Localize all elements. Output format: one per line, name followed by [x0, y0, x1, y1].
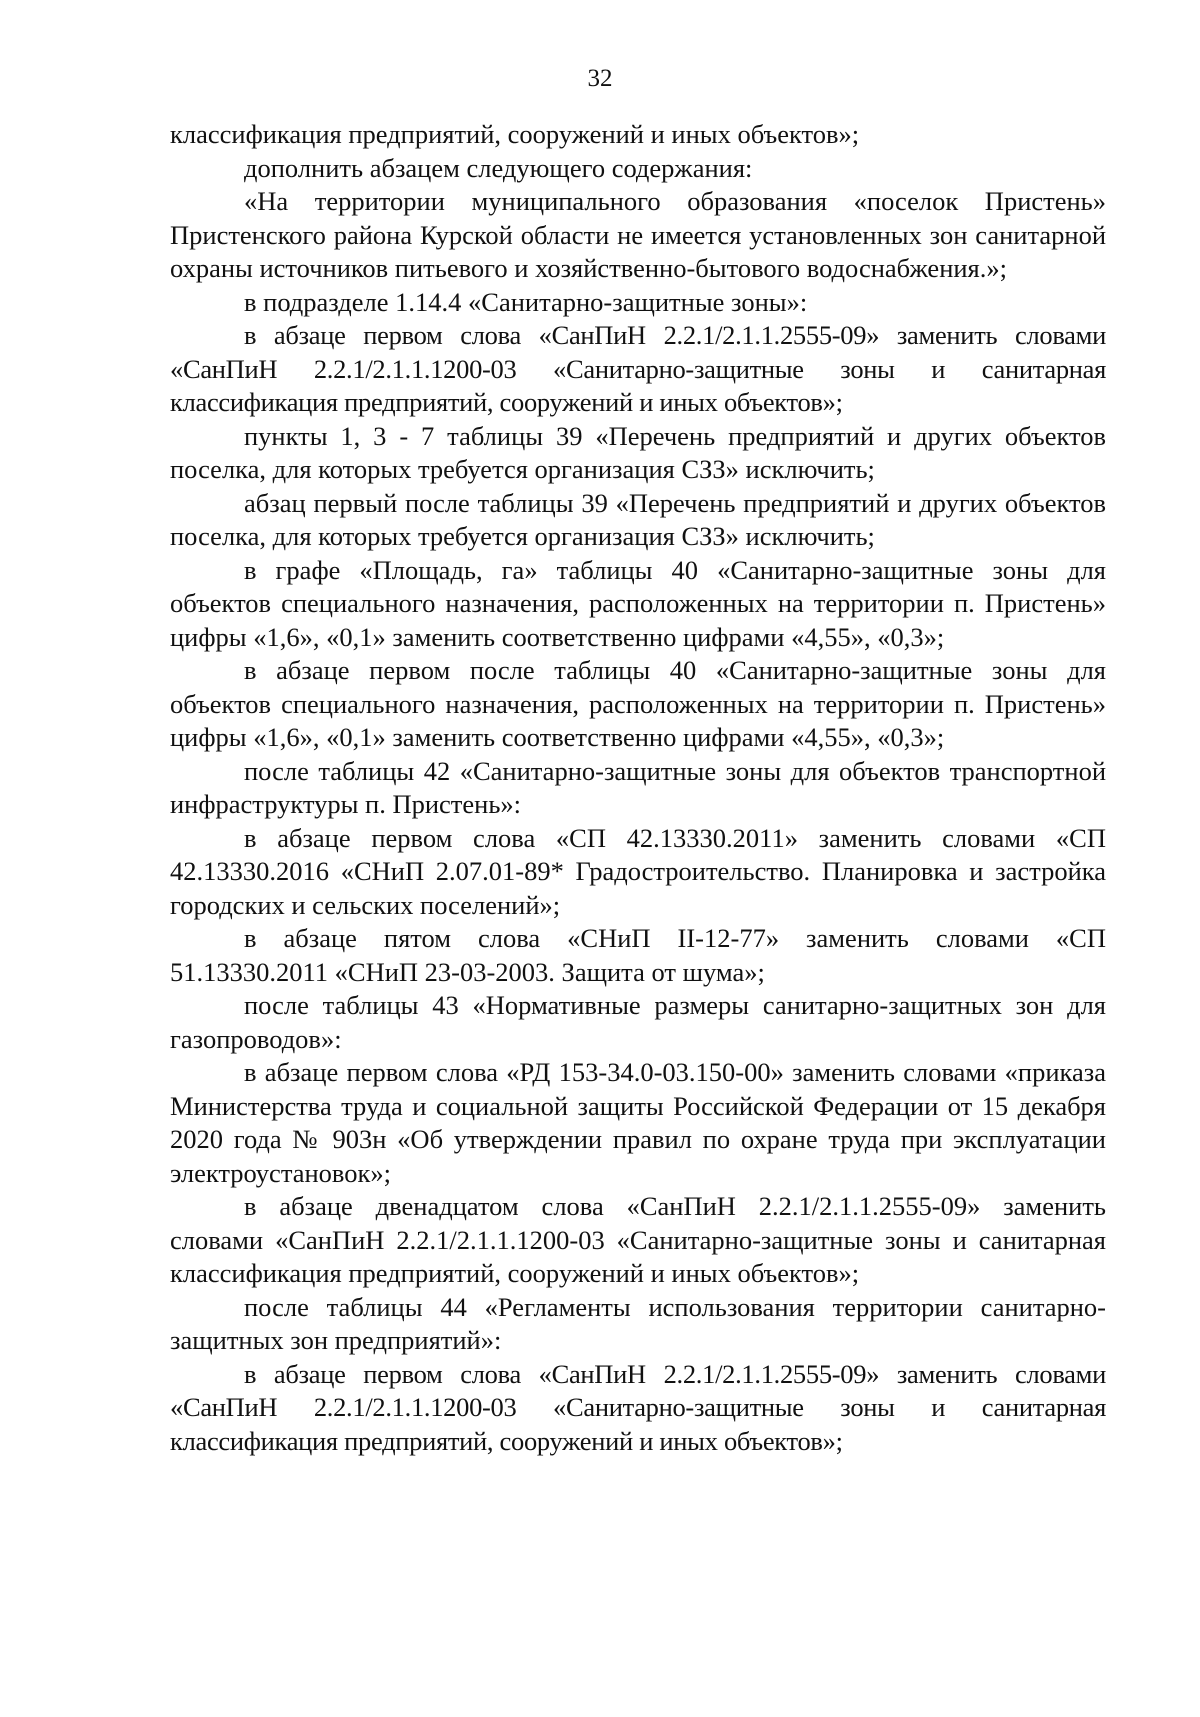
paragraph: пункты 1, 3 - 7 таблицы 39 «Перечень предприятий и других объектов поселка, для которых требуется организация СЗЗ» исключить;	[170, 420, 1106, 484]
paragraph: в абзаце первом слова «РД 153-34.0-03.150-00» заменить словами «приказа Министерства труда и социальной защиты Российской Федерации от 15 декабря 2020 года № 903н «Об утверждении правил по охране труда при эксплуатации электроустановок»;	[170, 1057, 1106, 1188]
page-number: 32	[587, 65, 613, 92]
paragraph: в абзаце первом слова «СанПиН 2.2.1/2.1.1.2555-09» заменить словами «СанПиН 2.2.1/2.1.1.1200-03 «Санитарно-защитные зоны и санитарная классификация предприятий, сооружений и иных объектов»;	[170, 320, 1106, 417]
paragraph: после таблицы 44 «Регламенты использования территории санитарно-защитных зон предприятий»:	[170, 1291, 1106, 1355]
document-body	[170, 118, 1106, 1458]
paragraph: в подразделе 1.14.4 «Санитарно-защитные зоны»:	[244, 286, 808, 317]
paragraph: в абзаце первом слова «СП 42.13330.2011» заменить словами «СП 42.13330.2016 «СНиП 2.07.01-89* Градостроительство. Планировка и застройка городских и сельских поселений»;	[170, 822, 1106, 920]
paragraph: в абзаце двенадцатом слова «СанПиН 2.2.1/2.1.1.2555-09» заменить словами «СанПиН 2.2.1/2.1.1.1200-03 «Санитарно-защитные зоны и санитарная классификация предприятий, сооружений и иных объектов»;	[170, 1191, 1106, 1288]
paragraph: дополнить абзацем следующего содержания:	[244, 152, 753, 183]
paragraph: в абзаце первом слова «СанПиН 2.2.1/2.1.1.2555-09» заменить словами «СанПиН 2.2.1/2.1.1.1200-03 «Санитарно-защитные зоны и санитарная классификация предприятий, сооружений и иных объектов»;	[170, 1358, 1106, 1456]
paragraph: после таблицы 43 «Нормативные размеры санитарно-защитных зон для газопроводов»:	[170, 990, 1106, 1054]
paragraph: абзац первый после таблицы 39 «Перечень предприятий и других объектов поселка, для которых требуется организация СЗЗ» исключить;	[170, 487, 1106, 551]
paragraph: «На территории муниципального образования «поселок Пристень» Пристенского района Курской области не имеется установленных зон санитарной охраны источников питьевого и хозяйственно-бытового водоснабжения.»;	[170, 186, 1106, 283]
paragraph: в абзаце пятом слова «СНиП II-12-77» заменить словами «СП 51.13330.2011 «СНиП 23-03-2003. Защита от шума»;	[170, 923, 1106, 987]
paragraph: после таблицы 42 «Санитарно-защитные зоны для объектов транспортной инфраструктуры п. Пристень»:	[170, 755, 1106, 819]
paragraph: классификация предприятий, сооружений и иных объектов»;	[170, 119, 860, 149]
paragraph: в графе «Площадь, га» таблицы 40 «Санитарно-защитные зоны для объектов специального назначения, расположенных на территории п. Пристень» цифры «1,6», «0,1» заменить соответственно цифрами «4,55», «0,3»;	[170, 554, 1106, 652]
paragraph: в абзаце первом после таблицы 40 «Санитарно-защитные зоны для объектов специального назначения, расположенных на территории п. Пристень» цифры «1,6», «0,1» заменить соответственно цифрами «4,55», «0,3»;	[170, 655, 1106, 752]
